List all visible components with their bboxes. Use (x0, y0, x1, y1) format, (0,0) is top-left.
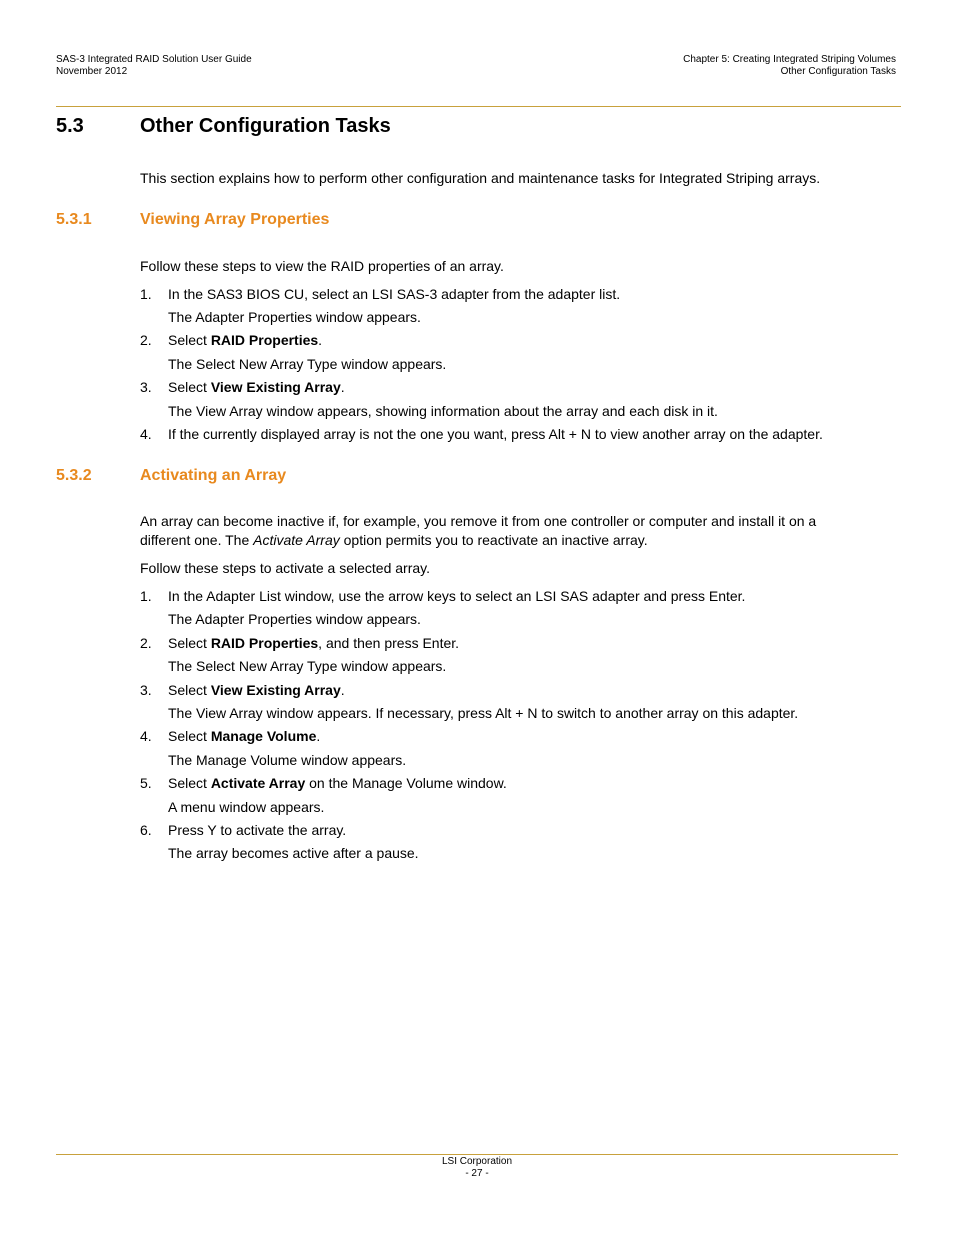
step-text: In the SAS3 BIOS CU, select an LSI SAS-3 adapter from the adapter list. (168, 286, 621, 302)
step-number: 4. (140, 728, 152, 744)
step-text: Select View Existing Array. (168, 379, 345, 395)
step-number: 6. (140, 822, 152, 838)
section-running-title: Other Configuration Tasks (780, 66, 896, 77)
section-title: Other Configuration Tasks (140, 115, 391, 137)
doc-date: November 2012 (56, 66, 128, 77)
doc-title: SAS-3 Integrated RAID Solution User Guide (56, 54, 252, 65)
step-result: The Adapter Properties window appears. (168, 309, 421, 325)
step-result: The Select New Array Type window appears. (168, 658, 447, 674)
step-result: A menu window appears. (168, 799, 325, 815)
step-result: The array becomes active after a pause. (168, 845, 419, 861)
header-rule (56, 106, 901, 107)
step-text: In the Adapter List window, use the arrow keys to select an LSI SAS adapter and press Enter. (168, 588, 746, 604)
subsection-title: Activating an Array (140, 467, 287, 484)
step-number: 1. (140, 588, 152, 604)
footer-rule (56, 1154, 898, 1155)
paragraph: An array can become inactive if, for example, you remove it from one controller or computer and install it on a different one. The Activate Array option permits you to reactivate an inactive array. (140, 513, 817, 548)
running-header-right (683, 54, 896, 78)
step-result: The View Array window appears. If necessary, press Alt + N to switch to another array on this adapter. (168, 705, 799, 721)
step-result: The View Array window appears, showing information about the array and each disk in it. (168, 403, 718, 419)
step-text: Select Activate Array on the Manage Volume window. (168, 775, 507, 791)
step-number: 4. (140, 426, 152, 442)
section-intro: This section explains how to perform other configuration and maintenance tasks for Integrated Striping arrays. (140, 170, 821, 186)
paragraph: Follow these steps to activate a selected array. (140, 560, 430, 576)
chapter-title: Chapter 5: Creating Integrated Striping Volumes (683, 54, 896, 65)
step-text: Select Manage Volume. (168, 728, 321, 744)
step-number: 2. (140, 635, 152, 651)
running-header-left (56, 54, 252, 78)
step-result: The Adapter Properties window appears. (168, 611, 421, 627)
step-result: The Manage Volume window appears. (168, 752, 407, 768)
step-text: Select View Existing Array. (168, 682, 345, 698)
subsection-number: 5.3.2 (56, 467, 92, 484)
step-text: Select RAID Properties. (168, 332, 323, 348)
section-number: 5.3 (56, 115, 84, 137)
paragraph: Follow these steps to view the RAID properties of an array. (140, 258, 504, 274)
step-text: Press Y to activate the array. (168, 822, 347, 838)
subsection-number: 5.3.1 (56, 211, 92, 228)
step-number: 3. (140, 682, 152, 698)
step-result: The Select New Array Type window appears. (168, 356, 447, 372)
page-number: - 27 - (465, 1168, 489, 1179)
step-number: 3. (140, 379, 152, 395)
step-text: If the currently displayed array is not the one you want, press Alt + N to view another array on the adapter. (168, 426, 823, 442)
step-number: 1. (140, 286, 152, 302)
step-number: 5. (140, 775, 152, 791)
subsection-title: Viewing Array Properties (140, 211, 330, 228)
step-number: 2. (140, 332, 152, 348)
footer-company: LSI Corporation (441, 1156, 513, 1167)
step-text: Select RAID Properties, and then press Enter. (168, 635, 460, 651)
